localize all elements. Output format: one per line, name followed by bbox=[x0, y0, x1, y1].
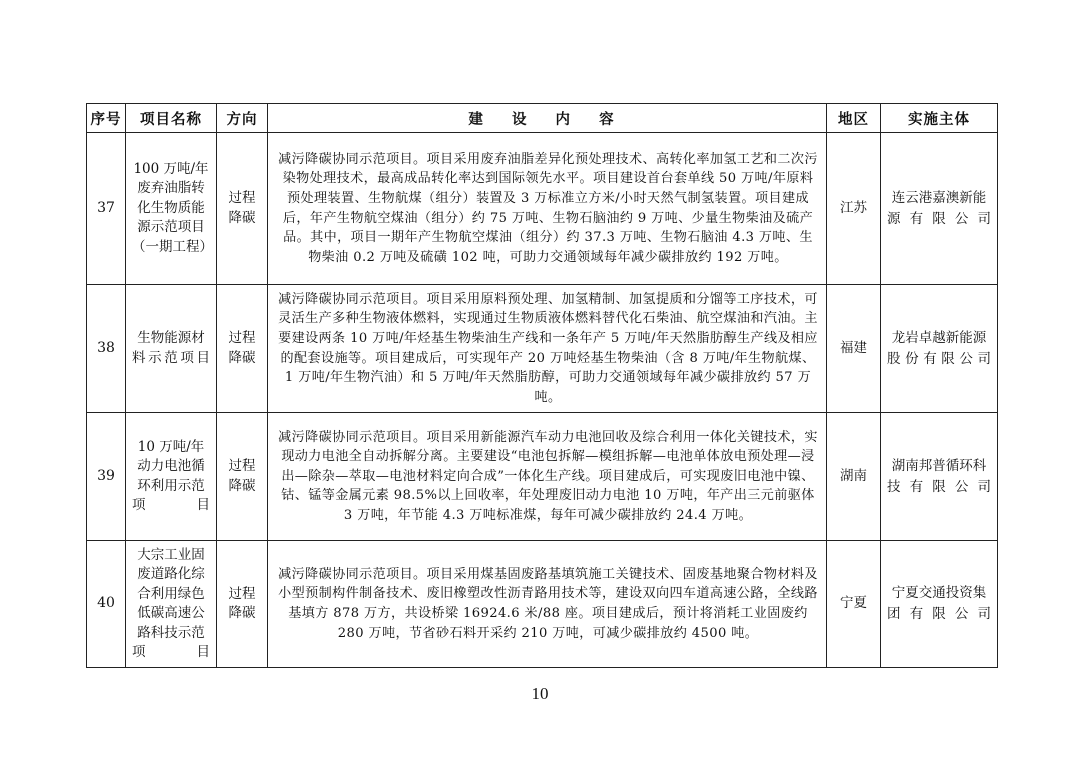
page-number: 10 bbox=[531, 684, 549, 703]
row-content: 减污降碳协同示范项目。项目采用新能源汽车动力电池回收及综合利用一体化关键技术，实现动力电池全自动拆解分离。主要建设“电池包拆解—模组拆解—电池单体放电预处理—浸出—除杂—萃取—电池材料定向合成”一体化生产线。项目建成后，可实现废旧电池中镍、钴、锰等金属元素 98.5%以上回收率，年处理废旧动力电池 10 万吨，年产出三元前驱体 3 万吨，年节能 4.3 万吨标准煤，每年可减少碳排放约 24.4 万吨。 bbox=[268, 413, 827, 541]
row-direction: 过程降碳 bbox=[217, 541, 268, 668]
row-project-name: 大宗工业固废道路化综合利用绿色低碳高速公路科技示范项目 bbox=[126, 541, 217, 668]
project-table bbox=[86, 103, 998, 668]
header-project-name: 项目名称 bbox=[126, 104, 217, 133]
row-direction: 过程降碳 bbox=[217, 413, 268, 541]
row-owner: 宁夏交通投资集团有限公司 bbox=[881, 541, 998, 668]
row-project-name: 10 万吨/年动力电池循环利用示范项目 bbox=[126, 413, 217, 541]
row-number: 37 bbox=[87, 133, 126, 285]
row-region: 宁夏 bbox=[827, 541, 881, 668]
row-content: 减污降碳协同示范项目。项目采用煤基固废路基填筑施工关键技术、固废基地聚合物材料及小型预制构件制备技术、废旧橡塑改性沥青路用技术等，建设双向四车道高速公路，全线路基填方 878 万方，共设桥梁 16924.6 米/88 座。项目建成后，预计将消耗工业固废约 280 万吨，节省砂石料开采约 210 万吨，可减少碳排放约 4500 吨。 bbox=[268, 541, 827, 668]
row-number: 39 bbox=[87, 413, 126, 541]
row-owner: 湖南邦普循环科技有限公司 bbox=[881, 413, 998, 541]
row-region: 江苏 bbox=[827, 133, 881, 285]
row-direction: 过程降碳 bbox=[217, 285, 268, 413]
table-row bbox=[87, 413, 998, 541]
row-content: 减污降碳协同示范项目。项目采用废弃油脂差异化预处理技术、高转化率加氢工艺和二次污染物处理技术，最高成品转化率达到国际领先水平。项目建设首台套单线 50 万吨/年原料预处理装置、生物航煤（组分）装置及 3 万标准立方米/小时天然气制氢装置。项目建成后，年产生物航空煤油（组分）约 75 万吨、生物石脑油约 9 万吨、少量生物柴油及硫产品。其中，项目一期年产生物航空煤油（组分）约 37.3 万吨、生物石脑油 4.3 万吨、生物柴油 0.2 万吨及硫磺 102 吨，可助力交通领域每年减少碳排放约 192 万吨。 bbox=[268, 133, 827, 285]
row-project-name: 100 万吨/年废弃油脂转化生物质能源示范项目（一期工程） bbox=[126, 133, 217, 285]
row-content: 减污降碳协同示范项目。项目采用原料预处理、加氢精制、加氢提质和分馏等工序技术，可灵活生产多种生物液体燃料，实现通过生物质液体燃料替代化石柴油、航空煤油和汽油。主要建设两条 10 万吨/年烃基生物柴油生产线和一条年产 5 万吨/年天然脂肪醇生产线及相应的配套设施等。项目建成后，可实现年产 20 万吨烃基生物柴油（含 8 万吨/年生物航煤、1 万吨/年生物汽油）和 5 万吨/年天然脂肪醇，可助力交通领域每年减少碳排放约 57 万吨。 bbox=[268, 285, 827, 413]
row-number: 38 bbox=[87, 285, 126, 413]
header-number: 序号 bbox=[87, 104, 126, 133]
table-row bbox=[87, 133, 998, 285]
row-owner: 龙岩卓越新能源股份有限公司 bbox=[881, 285, 998, 413]
row-number: 40 bbox=[87, 541, 126, 668]
row-owner: 连云港嘉澳新能源有限公司 bbox=[881, 133, 998, 285]
table-row bbox=[87, 541, 998, 668]
table-header-row bbox=[87, 104, 998, 133]
row-project-name: 生物能源材料示范项目 bbox=[126, 285, 217, 413]
table-row bbox=[87, 285, 998, 413]
header-owner: 实施主体 bbox=[881, 104, 998, 133]
row-direction: 过程降碳 bbox=[217, 133, 268, 285]
header-content: 建 设 内 容 bbox=[268, 104, 827, 133]
header-region: 地区 bbox=[827, 104, 881, 133]
row-region: 湖南 bbox=[827, 413, 881, 541]
header-direction: 方向 bbox=[217, 104, 268, 133]
row-region: 福建 bbox=[827, 285, 881, 413]
